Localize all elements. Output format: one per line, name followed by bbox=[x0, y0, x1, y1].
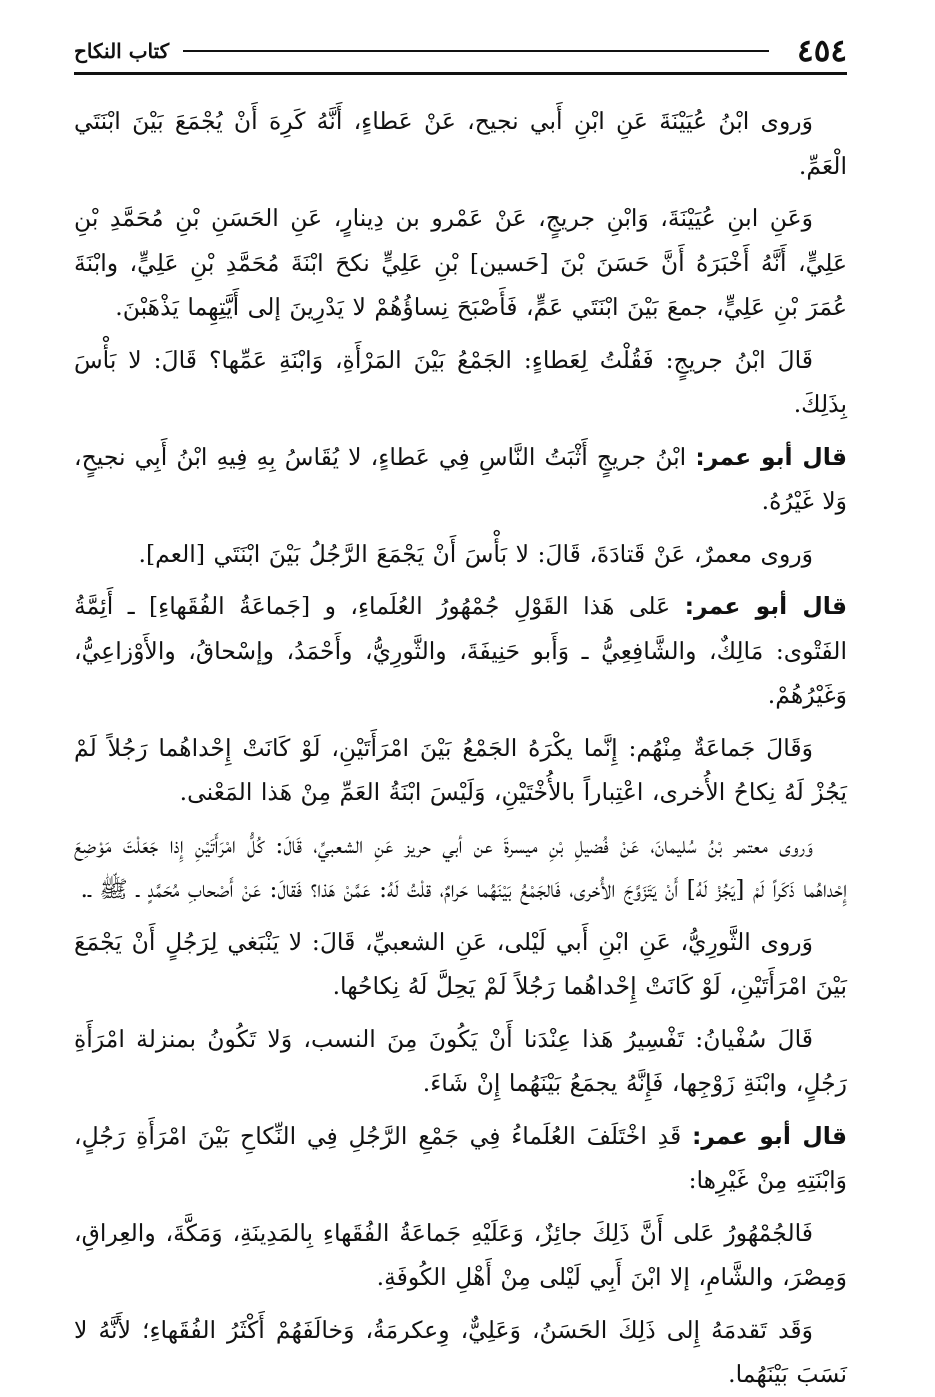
paragraph bbox=[74, 435, 847, 524]
paragraph-text: وَروى معتمر بْنُ سُليمانَ، عَنْ فُضيلِ بْنِ ميسرةَ عن أبي حريز عَنِ الشعبيِّ، قَالَ: كُلُّ امْرَأَتَيْنِ إِذا جَعَلْتَ مَوْضِعَ إِحْداهُما ذَكَراً لَمْ [يَجُزْ لَهُ] أَنْ يَتَزَوَّجَ الأُخرى، فَالجَمْعُ بَيْنَهُما حَرامٌ، قلْتُ لَهُ: عَمَّنْ هَذا؟ فَقالَ: عَنْ أَصْحابِ مُحَمَّدٍ ـ ﷺ ـ. bbox=[74, 830, 847, 903]
paragraph bbox=[74, 338, 847, 427]
paragraph bbox=[74, 196, 847, 330]
paragraph bbox=[74, 823, 847, 912]
paragraph-text: وَروى ابْنُ عُيَيْنَةَ عَنِ ابْنِ أَبي نجيح، عَنْ عَطاءٍ، أَنَّهُ كَرِهَ أَنْ يُجْمَعَ بَيْنَ ابْنَتَي الْعَمِّ. bbox=[74, 107, 847, 180]
speaker-label: قال أبو عمر: bbox=[684, 592, 847, 620]
paragraph bbox=[74, 584, 847, 718]
paragraph bbox=[74, 99, 847, 188]
speaker-label: قال أبو عمر: bbox=[695, 442, 847, 471]
paragraph bbox=[74, 1114, 847, 1203]
header-rule bbox=[183, 50, 769, 52]
paragraph-text: قَدِ اخْتَلَفَ العُلَماءُ فِي جَمْعِ الرَّجُلِ فِي النِّكاحِ بَيْنَ امْرَأَةِ رَجُلٍ، وَابْنَتِهِ مِنْ غَيْرِها: bbox=[74, 1121, 847, 1194]
paragraph-text: فَالجُمْهُورُ عَلى أَنَّ ذَلِكَ جائِزٌ، وَعَلَيْهِ جَماعَةُ الفُقَهاءِ بِالمَدِينَةِ، وَمَكَّةَ، والعِراقِ، وَمِصْرَ، والشَّامِ، إلا ابْنَ أَبِي لَيْلى مِنْ أَهْلِ الكُوفَةِ. bbox=[74, 1218, 847, 1291]
paragraph-text: وَعَنِ ابنِ عُيَيْنَةَ، وَابْنِ جريجٍ، عَنْ عَمْرو بن دِينارٍ، عَنِ الحَسَنِ بْنِ مُحَمَّدِ بْنِ عَلِيٍّ، أَنَّهُ أَخْبَرَهُ أَنَّ حَسَنَ بْنَ [حَسين] بْنِ عَلِيٍّ نكحَ ابْنَةَ مُحَمَّدِ بْنِ عَلِيٍّ، وابْنَةَ عُمَرَ بْنِ عَلِيٍّ، جمعَ بَيْنَ ابْنَتَي عَمٍّ، فَأَصْبَحَ نِساؤُهُمْ لا يَدْرِينَ إلى أَيَّتِهِما يَذْهَبْنَ. bbox=[74, 204, 847, 321]
paragraph-text: عَلى هَذا القَوْلِ جُمْهُورُ العُلَماءِ، و [جَماعَةُ الفُقَهاءِ] ـ أَئِمَّةُ الفَتْوى: مَالِكٌ، والشَّافِعِيُّ ـ وَأَبو حَنِيفَةَ، والثَّورِيُّ، وأَحْمَدُ، وإسْحاقُ، والأَوْزاعِيُّ، وَغَيْرُهُمْ. bbox=[74, 592, 847, 709]
page-header bbox=[74, 30, 847, 75]
paragraph bbox=[74, 726, 847, 815]
speaker-label: قال أبو عمر: bbox=[691, 1121, 847, 1150]
paragraph-text: قَالَ سُفْيانُ: تَفْسِيرُ هَذا عِنْدَنا أَنْ يَكُونَ مِنَ النسب، وَلا تَكُونُ بمنزلة امْرَأَةِ رَجُلٍ، وابْنَةِ زَوْجِها، فَإِنَّهُ يجمَعُ بَيْنَهُما إِنْ شَاءَ. bbox=[74, 1024, 847, 1097]
paragraph-text: ابْنُ جريجٍ أَثْبَتُ النَّاسِ فِي عَطاءٍ، لا يُقَاسُ بِهِ فِيهِ ابْنُ أَبِي نجيحٍ، وَلا غَيْرُهُ. bbox=[74, 442, 847, 515]
chapter-title: كتاب النكاح bbox=[74, 39, 170, 63]
page-body bbox=[74, 99, 847, 1397]
paragraph bbox=[74, 920, 847, 1009]
paragraph-text: وَقَالَ جَماعَةٌ مِنْهُم: إِنَّما يكْرَهُ الجَمْعُ بَيْنَ امْرَأَتَيْنِ، لَوْ كَانَتْ إِحْداهُما رَجُلاً لَمْ يَجُزْ لَهُ نِكاحُ الأُخرى، اعْتِباراً بالأُخْتَيْنِ، وَلَيْسَ ابْنَةُ العَمِّ مِنْ هَذا المَعْنى. bbox=[74, 733, 847, 806]
paragraph-text: قَالَ ابْنُ جريجٍ: فَقُلْتُ لِعَطاءٍ: الجَمْعُ بَيْنَ المَرْأَةِ، وَابْنَةِ عَمِّها؟ قَالَ: لا بَأْسَ بِذَلِكَ. bbox=[74, 345, 847, 418]
page-number: ٤٥٤ bbox=[797, 33, 847, 69]
paragraph bbox=[74, 1211, 847, 1300]
paragraph bbox=[74, 1017, 847, 1106]
paragraph-text: وَقَد تَقدمَهُ إِلى ذَلِكَ الحَسَنُ، وَعَلِيٌّ، وِعكرمَةُ، وَخالَفَهُمْ أَكْثَرُ الفُقَهاءِ؛ لأَنَّهُ لا نَسَبَ بَيْنَهُما. bbox=[74, 1315, 847, 1388]
paragraph-text: وَروى الثَّورِيُّ، عَنِ ابْنِ أَبي لَيْلى، عَنِ الشعبيِّ، قَالَ: لا يَنْبَغي لِرَجُلٍ أَنْ يَجْمَعَ بَيْنَ امْرَأَتَيْنِ، لَوْ كَانَتْ إِحْداهُما رَجُلاً لَمْ يَحِلَّ لَهُ نِكاحُها. bbox=[74, 927, 847, 1000]
paragraph bbox=[74, 532, 847, 577]
paragraph-text: وَروى معمرٌ، عَنْ قَتادَةَ، قَالَ: لا بَأْسَ أَنْ يَجْمَعَ الرَّجُلُ بَيْنَ ابْنَتَي [العم]. bbox=[138, 539, 813, 568]
paragraph bbox=[74, 1308, 847, 1397]
